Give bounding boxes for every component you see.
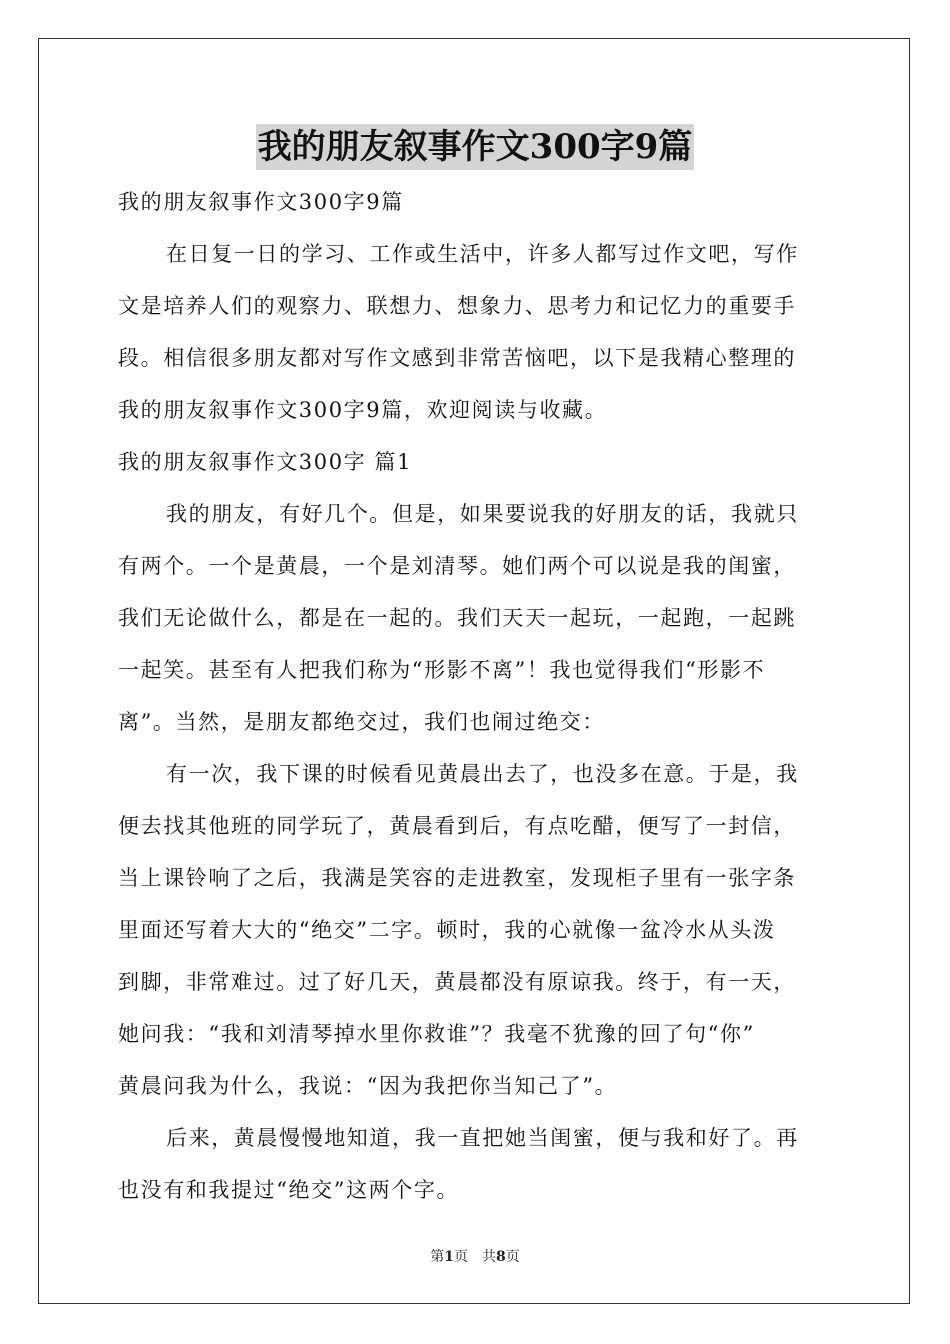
intro-line: 段。相信很多朋友都对写作文感到非常苦恼吧，以下是我精心整理的 bbox=[118, 346, 796, 370]
paragraph-2 bbox=[118, 748, 833, 1112]
current-page-number: 1 bbox=[444, 1249, 454, 1265]
section-heading: 我的朋友叙事作文300字 篇1 bbox=[118, 450, 413, 474]
paragraph-line: 当上课铃响了之后，我满是笑容的走进教室，发现柜子里有一张字条 bbox=[118, 866, 796, 890]
paragraph-line: 有一次，我下课的时候看见黄晨出去了，也没多在意。于是，我 bbox=[166, 762, 799, 786]
paragraph-line: 黄晨问我为什么，我说：“因为我把你当知己了”。 bbox=[118, 1074, 618, 1098]
paragraph-line: 一起笑。甚至有人把我们称为“形影不离”！我也觉得我们“形影不 bbox=[118, 658, 766, 682]
page-footer: 第1页 共8页 bbox=[430, 1249, 520, 1265]
paragraph-line: 后来，黄晨慢慢地知道，我一直把她当闺蜜，便与我和好了。再 bbox=[166, 1126, 799, 1150]
paragraph-line: 便去找其他班的同学玩了，黄晨看到后，有点吃醋，便写了一封信， bbox=[118, 814, 796, 838]
subtitle-line: 我的朋友叙事作文300字9篇 bbox=[118, 190, 404, 214]
paragraph-line: 离”。当然，是朋友都绝交过，我们也闹过绝交： bbox=[118, 710, 605, 734]
intro-line: 我的朋友叙事作文300字9篇，欢迎阅读与收藏。 bbox=[118, 398, 608, 422]
intro-line: 在日复一日的学习、工作或生活中，许多人都写过作文吧，写作 bbox=[166, 242, 799, 266]
document-title: 我的朋友叙事作文300字9篇 bbox=[256, 124, 695, 170]
total-page-count: 8 bbox=[496, 1249, 506, 1265]
paragraph-1 bbox=[118, 488, 833, 748]
paragraph-line: 也没有和我提过“绝交”这两个字。 bbox=[118, 1178, 460, 1202]
document-body bbox=[118, 176, 833, 1216]
intro-line: 文是培养人们的观察力、联想力、想象力、思考力和记忆力的重要手 bbox=[118, 294, 796, 318]
paragraph-line: 我们无论做什么，都是在一起的。我们天天一起玩，一起跑，一起跳 bbox=[118, 606, 796, 630]
paragraph-line: 有两个。一个是黄晨，一个是刘清琴。她们两个可以说是我的闺蜜， bbox=[118, 554, 796, 578]
intro-paragraph bbox=[118, 228, 833, 436]
title-wrap bbox=[0, 124, 950, 170]
paragraph-line: 她问我：“我和刘清琴掉水里你救谁”？我毫不犹豫的回了句“你” bbox=[118, 1022, 755, 1046]
paragraph-line: 里面还写着大大的“绝交”二字。顿时，我的心就像一盆冷水从头泼 bbox=[118, 918, 776, 942]
paragraph-line: 到脚，非常难过。过了好几天，黄晨都没有原谅我。终于，有一天， bbox=[118, 970, 796, 994]
paragraph-line: 我的朋友，有好几个。但是，如果要说我的好朋友的话，我就只 bbox=[166, 502, 799, 526]
paragraph-3 bbox=[118, 1112, 833, 1216]
